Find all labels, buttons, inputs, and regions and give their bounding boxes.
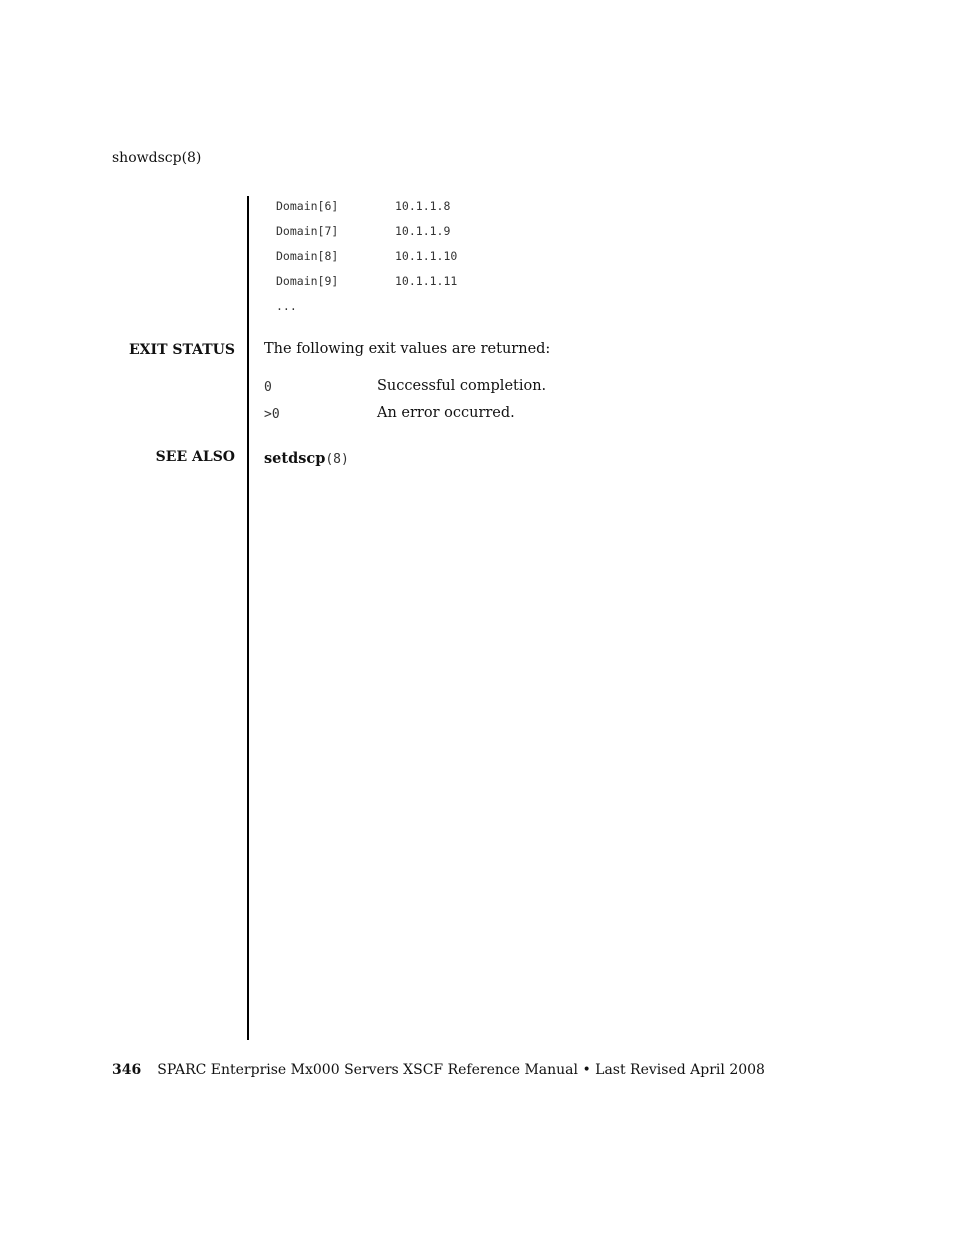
see-also-command: setdscp — [264, 450, 326, 467]
code-line-address: 10.1.1.8 — [395, 199, 451, 213]
code-line-name: Domain[8] — [276, 249, 339, 263]
code-line-name: Domain[7] — [276, 224, 339, 238]
exit-description: Successful completion. — [377, 378, 547, 394]
code-line-name: Domain[6] — [276, 199, 339, 213]
exit-code: 0 — [264, 380, 272, 395]
code-line-address: 10.1.1.10 — [395, 249, 458, 263]
code-line-address: 10.1.1.11 — [395, 274, 458, 288]
code-line-address: 10.1.1.9 — [395, 224, 451, 238]
exit-code: >0 — [264, 407, 280, 422]
section-divider-rule — [247, 196, 249, 1040]
footer-title: SPARC Enterprise Mx000 Servers XSCF Reference Manual • Last Revised April 2008 — [157, 1062, 765, 1078]
code-ellipsis: ... — [276, 299, 297, 313]
running-head: showdscp(8) — [112, 150, 202, 166]
code-line-name: Domain[9] — [276, 274, 339, 288]
exit-description: An error occurred. — [377, 405, 515, 421]
see-also-reference[interactable] — [264, 448, 349, 467]
page-footer — [112, 1062, 765, 1078]
exit-status-intro: The following exit values are returned: — [264, 341, 551, 357]
exit-status-heading: EXIT STATUS — [129, 342, 235, 358]
see-also-heading: SEE ALSO — [155, 449, 235, 465]
page-number: 346 — [112, 1062, 142, 1078]
see-also-section: (8) — [325, 452, 349, 467]
